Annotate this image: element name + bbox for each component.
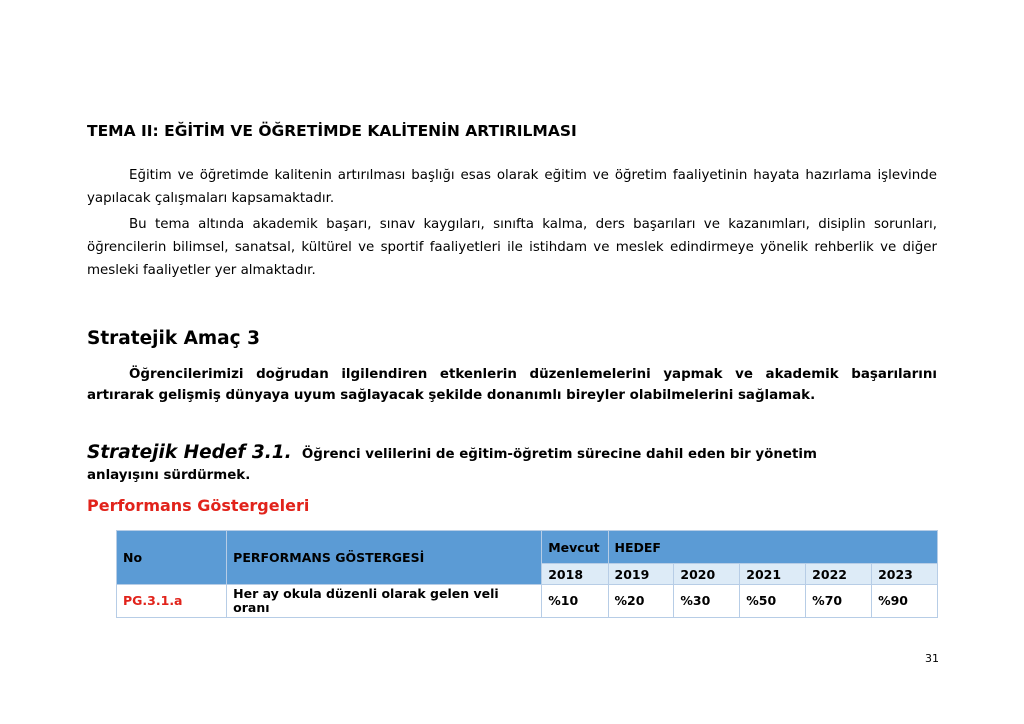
strategic-goal-title: Stratejik Amaç 3 [87,328,260,349]
intro-paragraph-2: Bu tema altında akademik başarı, sınav kaygıları, sınıfta kalma, ders başarıları ve kazanımları, disiplin sorunları, öğrencilerin bilimsel, sanatsal, kültürel ve sportif faaliyetleri ile istihdam ve meslek edindirmeye yönelik rehberlik ve diğer mesleki faaliyetler yer almaktadır. [87,217,937,278]
header-year: 2019 [608,564,674,585]
strategic-goal-text: Öğrencilerimizi doğrudan ilgilendiren etkenlerin düzenlemelerini yapmak ve akademik başarılarını artırarak gelişmiş dünyaya uyum sağlayacak şekilde donanımlı bireyler olabilmelerini sağlamak. [87,367,937,403]
theme-title: TEMA II: EĞİTİM VE ÖĞRETİMDE KALİTENİN ARTIRILMASI [87,122,577,140]
header-year: 2022 [806,564,872,585]
strategic-target-label: Stratejik Hedef 3.1. [87,442,292,463]
indicator-value: %90 [872,585,938,618]
header-year: 2020 [674,564,740,585]
header-year: 2021 [740,564,806,585]
header-current: Mevcut [542,531,608,564]
performance-indicators-title: Performans Göstergeleri [87,496,310,515]
intro-paragraph-1: Eğitim ve öğretimde kalitenin artırılması başlığı esas olarak eğitim ve öğretim faaliyetinin hayata hazırlama işlevinde yapılacak çalışmaları kapsamaktadır. [87,168,937,206]
indicator-value: %10 [542,585,608,618]
header-year: 2018 [542,564,608,585]
performance-indicators-table [116,530,938,618]
table-row [117,585,938,618]
header-no: No [117,531,227,585]
indicator-code: PG.3.1.a [117,585,227,618]
indicator-value: %30 [674,585,740,618]
indicator-value: %50 [740,585,806,618]
strategic-target [87,443,887,485]
indicator-value: %70 [806,585,872,618]
header-indicator: PERFORMANS GÖSTERGESİ [227,531,542,585]
page-number: 31 [925,652,939,665]
header-target: HEDEF [608,531,938,564]
indicator-name: Her ay okula düzenli olarak gelen veli oranı [227,585,542,618]
header-year: 2023 [872,564,938,585]
strategic-target-text: Öğrenci velilerini de eğitim-öğretim sürecine dahil eden bir yönetim anlayışını sürdürmek. [87,447,817,483]
indicator-value: %20 [608,585,674,618]
